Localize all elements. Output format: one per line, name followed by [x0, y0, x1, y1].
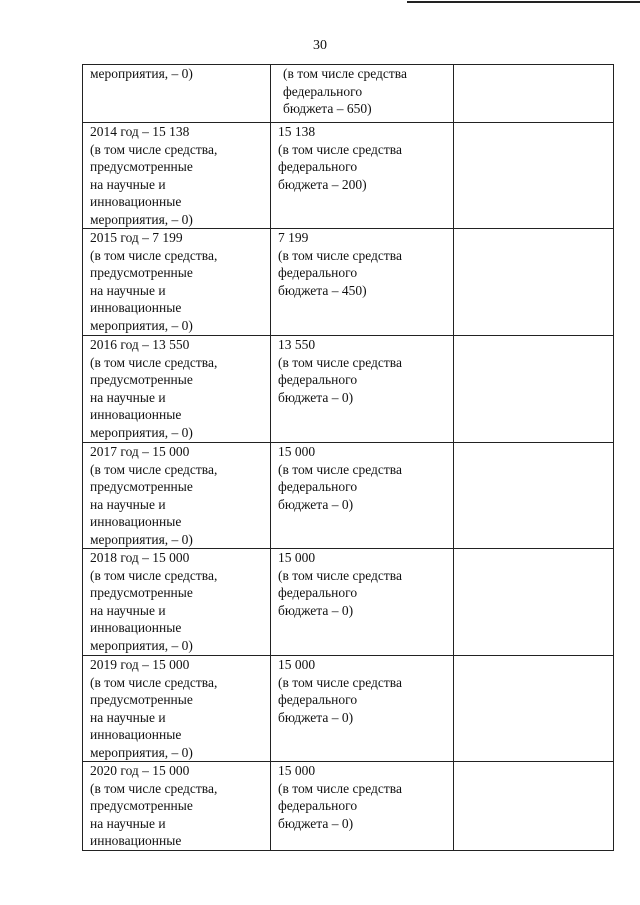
period-cell: 2017 год – 15 000 (в том числе средства, предусмотренные на научные и инновационные мероприятия, – 0) [83, 443, 271, 549]
period-cell: мероприятия, – 0) [83, 65, 271, 123]
table-row [83, 762, 614, 851]
table-row [83, 336, 614, 443]
empty-cell [454, 549, 614, 656]
funds-cell: 15 000 (в том числе средства федерального бюджета – 0) [271, 443, 454, 549]
period-cell: 2020 год – 15 000 (в том числе средства, предусмотренные на научные и инновационные [83, 762, 271, 851]
table-row [83, 229, 614, 336]
period-cell: 2015 год – 7 199 (в том числе средства, предусмотренные на научные и инновационные мероприятия, – 0) [83, 229, 271, 336]
period-cell: 2019 год – 15 000 (в том числе средства, предусмотренные на научные и инновационные мероприятия, – 0) [83, 656, 271, 762]
table-row [83, 123, 614, 229]
header-rule [407, 1, 640, 3]
period-cell: 2018 год – 15 000 (в том числе средства, предусмотренные на научные и инновационные мероприятия, – 0) [83, 549, 271, 656]
empty-cell [454, 229, 614, 336]
period-cell: 2014 год – 15 138 (в том числе средства, предусмотренные на научные и инновационные мероприятия, – 0) [83, 123, 271, 229]
table-row [83, 443, 614, 549]
table-row [83, 549, 614, 656]
empty-cell [454, 65, 614, 123]
funds-cell: 7 199 (в том числе средства федерального бюджета – 450) [271, 229, 454, 336]
empty-cell [454, 336, 614, 443]
funds-cell: 15 000 (в том числе средства федерального бюджета – 0) [271, 762, 454, 851]
table-row [83, 656, 614, 762]
period-cell: 2016 год – 13 550 (в том числе средства, предусмотренные на научные и инновационные мероприятия, – 0) [83, 336, 271, 443]
funds-cell: 15 000 (в том числе средства федерального бюджета – 0) [271, 656, 454, 762]
table-row [83, 65, 614, 123]
empty-cell [454, 656, 614, 762]
funds-cell: 13 550 (в том числе средства федерального бюджета – 0) [271, 336, 454, 443]
page-number: 30 [313, 38, 327, 53]
empty-cell [454, 443, 614, 549]
empty-cell [454, 123, 614, 229]
budget-table [82, 64, 614, 851]
funds-cell: 15 138 (в том числе средства федерального бюджета – 200) [271, 123, 454, 229]
empty-cell [454, 762, 614, 851]
funds-cell: (в том числе средства федерального бюджета – 650) [271, 65, 454, 123]
funds-cell: 15 000 (в том числе средства федерального бюджета – 0) [271, 549, 454, 656]
